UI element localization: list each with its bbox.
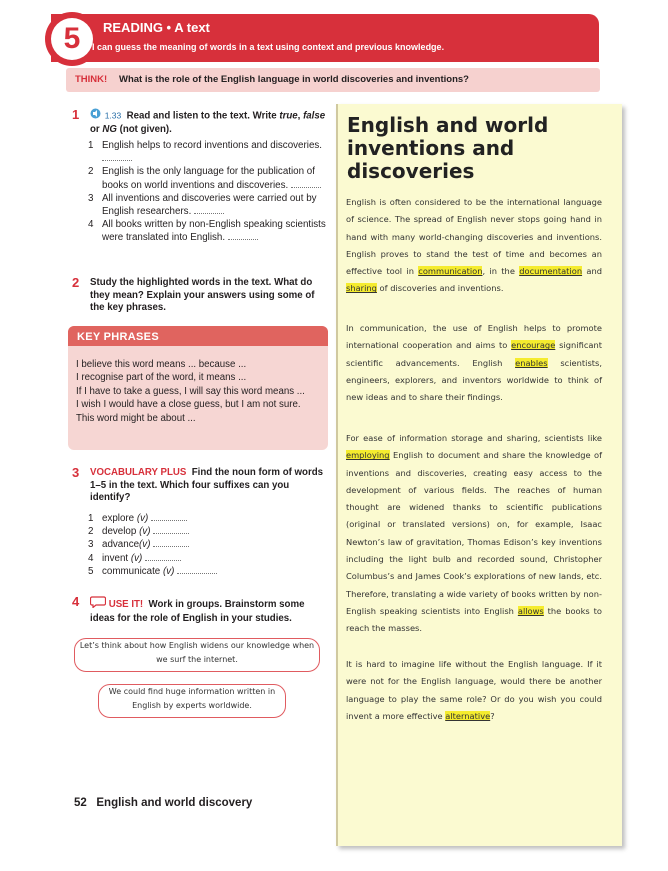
item-word: invent bbox=[102, 552, 129, 564]
text: significant scientific advancements. English bbox=[346, 340, 602, 368]
instruction-text: Read and listen to the text. Write bbox=[126, 110, 280, 122]
key-phrase: I recognise part of the word, it means ... bbox=[76, 372, 247, 384]
instruction-text-end: (not given). bbox=[116, 123, 172, 135]
exercise-2-instruction: Study the highlighted words in the text. What do they mean? Explain your answers using some of the key phrases. bbox=[90, 277, 315, 313]
item-text: All books written by non-English speaking scientists were translated into English. bbox=[102, 219, 326, 244]
list-item bbox=[88, 218, 326, 244]
unit-number: 5 bbox=[51, 18, 93, 60]
key-phrase: I wish I would have a close guess, but I am not sure. This word might be about ... bbox=[76, 399, 301, 424]
highlighted-word: documentation bbox=[519, 266, 583, 277]
true-word: true bbox=[279, 110, 298, 122]
key-phrase: I believe this word means ... because ... bbox=[76, 359, 247, 370]
audio-icon[interactable] bbox=[90, 108, 102, 124]
item-word: explore bbox=[102, 513, 135, 524]
text: scientists, engineers, explorers, and inventors worldwide to think of new ideas and to share their findings. bbox=[346, 357, 602, 403]
speech-bubble-1: Let’s think about how English widens our knowledge when we surf the internet. bbox=[74, 638, 320, 672]
item-pos: (v) bbox=[136, 513, 149, 524]
page-footer bbox=[74, 797, 252, 809]
or-text: or bbox=[90, 123, 103, 135]
instruction-text: Find the noun form of words 1–5 in the text. Which four suffixes can you identify? bbox=[90, 467, 324, 503]
answer-blank[interactable] bbox=[291, 179, 321, 188]
text: ? bbox=[490, 710, 495, 721]
section-objective: I can guess the meaning of words in a text using context and previous knowledge. bbox=[92, 42, 445, 52]
speech-bubble-2: We could find huge information written in English by experts worldwide. bbox=[98, 684, 286, 718]
item-number: 4 bbox=[88, 219, 94, 231]
unit-title: English and world discovery bbox=[96, 797, 253, 809]
list-item bbox=[88, 538, 288, 551]
article-paragraph-4 bbox=[346, 656, 602, 725]
item-pos: (v) bbox=[163, 565, 175, 577]
highlighted-word: communication bbox=[418, 266, 483, 277]
list-item bbox=[88, 192, 326, 218]
item-number: 2 bbox=[88, 526, 94, 538]
instruction-text: Work in groups. Brainstorm some ideas for the role of English in your studies. bbox=[90, 598, 305, 624]
highlighted-word: alternative bbox=[445, 710, 491, 721]
text: English to document and share the knowledge of inventions and discoveries, creating easy access to the development of various fields. The reaches of human thought are widened thanks to scientific publications (original or translated versions) on, for example, Isaac Newton’s law of gravitation, Thomas Edison’s key inventions including the light bulb and recorded sound, Christopher Columbus’s and James Cook’s explorations of new lands, etc. Therefore, translating a wide variety of books written by non-English speaking scientists into English bbox=[346, 450, 602, 616]
answer-blank[interactable] bbox=[228, 231, 258, 240]
page-number: 52 bbox=[74, 797, 87, 809]
answer-blank[interactable] bbox=[153, 538, 189, 547]
highlighted-word: sharing bbox=[346, 283, 377, 294]
answer-blank[interactable] bbox=[145, 552, 181, 561]
answer-blank[interactable] bbox=[177, 565, 217, 574]
highlighted-word: enables bbox=[515, 357, 548, 368]
highlighted-word: employing bbox=[346, 450, 390, 461]
item-number: 3 bbox=[88, 192, 94, 204]
text: of discoveries and inventions. bbox=[376, 283, 504, 294]
exercise-1-instruction bbox=[90, 108, 326, 136]
answer-blank[interactable] bbox=[194, 205, 224, 214]
answer-blank[interactable] bbox=[151, 512, 187, 521]
use-it-label: USE IT! bbox=[108, 598, 144, 610]
list-item bbox=[88, 525, 288, 538]
list-item bbox=[88, 139, 326, 165]
answer-blank[interactable] bbox=[153, 525, 189, 534]
audio-track: 1.33 bbox=[104, 110, 122, 121]
item-number: 1 bbox=[88, 140, 94, 151]
item-word: advance bbox=[102, 539, 140, 551]
exercise-4-number: 4 bbox=[72, 594, 80, 609]
think-question: What is the role of the English language in world discoveries and inventions? bbox=[119, 74, 469, 85]
item-number: 2 bbox=[88, 166, 94, 178]
speech-bubble-icon bbox=[90, 596, 106, 613]
item-number: 5 bbox=[88, 565, 94, 577]
item-pos: (v) bbox=[139, 526, 151, 538]
item-number: 1 bbox=[88, 513, 94, 524]
exercise-2-number: 2 bbox=[72, 275, 80, 290]
ng-word: NG bbox=[102, 123, 117, 135]
exercise-3-number: 3 bbox=[72, 465, 80, 480]
vocabulary-plus-label: VOCABULARY PLUS bbox=[90, 467, 187, 478]
exercise-1-number: 1 bbox=[72, 107, 80, 122]
key-phrase: If I have to take a guess, I will say this word means ... bbox=[76, 385, 305, 397]
item-text: All inventions and discoveries were carried out by English researchers. bbox=[102, 192, 317, 218]
text: and bbox=[582, 266, 603, 277]
item-number: 4 bbox=[88, 552, 94, 564]
exercise-1-list bbox=[88, 139, 326, 245]
item-pos: (v) bbox=[139, 539, 151, 551]
text: , in the bbox=[482, 266, 520, 277]
item-pos: (v) bbox=[130, 552, 143, 564]
section-title: READING • A text bbox=[103, 20, 210, 35]
article-title: English and world inventions and discoveries bbox=[347, 113, 549, 183]
list-item bbox=[88, 165, 326, 191]
article-paragraph-3 bbox=[346, 430, 602, 638]
false-word: false bbox=[303, 110, 326, 122]
text: the books to reach the masses. bbox=[346, 605, 603, 634]
exercise-3-instruction bbox=[90, 467, 328, 505]
item-text: English helps to record inventions and discoveries. bbox=[102, 140, 323, 151]
highlighted-word: encourage bbox=[511, 340, 556, 351]
highlighted-word: allows bbox=[517, 605, 544, 616]
key-phrases-list bbox=[76, 358, 320, 425]
item-number: 3 bbox=[88, 539, 94, 551]
comma: , bbox=[297, 110, 301, 122]
item-word: communicate bbox=[102, 565, 161, 577]
key-phrases-title: KEY PHRASES bbox=[77, 331, 159, 343]
list-item bbox=[88, 552, 288, 565]
item-word: develop bbox=[102, 526, 137, 538]
article-paragraph-1 bbox=[346, 194, 602, 298]
text: It is hard to imagine life without the English language. If it were not for the English language, would there be another language to play the same role? Or do you wish you could invent a more effective bbox=[346, 659, 602, 721]
text: In communication, the use of English helps to promote international cooperation and aims to bbox=[346, 323, 602, 351]
text: English is often considered to be the international language of science. The spread of English never stops going hand in hand with many world-changing discoveries and inventions. English proves to stand the test of time and becomes an effective tool in bbox=[346, 197, 602, 277]
list-item bbox=[88, 565, 288, 578]
text: For ease of information storage and sharing, scientists like bbox=[346, 433, 602, 443]
answer-blank[interactable] bbox=[102, 152, 132, 161]
exercise-3-list bbox=[88, 512, 288, 578]
list-item bbox=[88, 512, 288, 525]
exercise-4-instruction bbox=[90, 596, 328, 625]
article-paragraph-2 bbox=[346, 320, 602, 406]
item-text: English is the only language for the publication of books on world inventions and discoveries. bbox=[102, 166, 315, 191]
think-label: THINK! bbox=[75, 74, 108, 85]
